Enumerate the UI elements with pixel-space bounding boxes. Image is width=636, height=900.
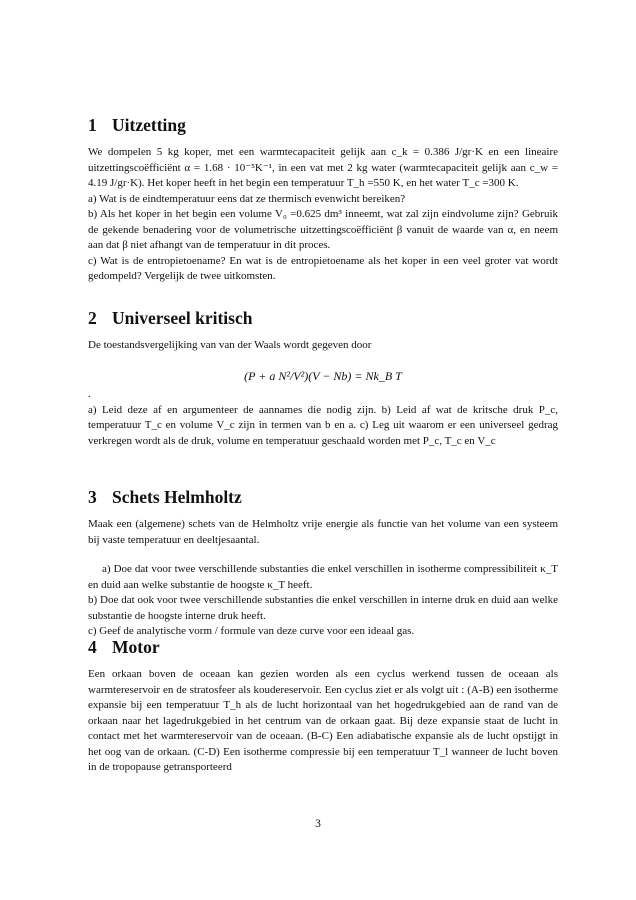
section-title-text: Schets Helmholtz <box>112 487 242 507</box>
question-a: a) Wat is de eindtemperatuur eens dat ze thermisch evenwicht bereiken? <box>88 192 406 205</box>
section-number: 3 <box>88 487 97 507</box>
section-intro: De toestandsvergelijking van van der Waals wordt gegeven door <box>88 339 372 351</box>
question-c: c) Geef de analytische vorm / formule van deze curve voor een ideaal gas. <box>88 625 415 637</box>
section-motor <box>88 636 558 776</box>
question-a: a) Doe dat voor twee verschillende substanties die enkel verschillen in isotherme compressibiliteit κ_T en duid aan welke substantie de hoogste κ_T heeft. <box>88 563 558 591</box>
section-number: 1 <box>88 115 97 135</box>
question-c: c) Wat is de entropietoename? En wat is de entropietoename als het koper in een veel groter vat wordt gedompeld? Vergelijk de twee uitkomsten. <box>88 254 558 282</box>
section-intro: Maak een (algemene) schets van de Helmholtz vrije energie als functie van het volume van een systeem bij vaste temperatuur en deeltjesaantal. <box>88 518 558 546</box>
section-title <box>88 114 558 136</box>
section-title <box>88 636 558 658</box>
problem-statement: Een orkaan boven de oceaan kan gezien worden als een cyclus werkend tussen de oceaan als warmtereservoir en de stratosfeer als koudereservoir. Een cyclus ziet er als volgt uit : (A-B) een isotherme expansie bij een temperatuur T_h als de lucht horizontaal van het hogedrukgebied aan de rand van de orkaan naar het lagedrukgebied in het centrum van de orkaan gaat. Bij deze expansie staat de lucht in contact met het warmtereservoir van de oceaan. (B-C) Een adiabatische expansie als de lucht opstijgt in het oog van de orkaan. (C-D) Een isotherme compressie bij een temperatuur T_l wanneer de lucht boven in de tropopause getransporteerd <box>88 668 558 773</box>
section-title-text: Motor <box>112 637 160 657</box>
question-b: b) Doe dat ook voor twee verschillende substanties die enkel verschillen in interne druk en duid aan welke substantie de hoogste interne druk heeft. <box>88 594 558 622</box>
section-title <box>88 486 558 508</box>
questions: a) Leid deze af en argumenteer de aannames die nodig zijn. b) Leid af wat de kritsche druk P_c, temperatuur T_c en volume V_c zijn in termen van b en a. c) Leg uit waarom er een universeel gedrag verkregen wordt als de druk, volume en temperatuur geschaald worden met P_c, T_c en V_c <box>88 403 558 447</box>
formula-dot: . <box>88 387 91 400</box>
section-schets-helmholtz <box>88 486 558 640</box>
section-title-text: Universeel kritisch <box>112 308 253 328</box>
section-uitzetting <box>88 114 558 285</box>
section-title-text: Uitzetting <box>112 115 186 135</box>
section-number: 2 <box>88 308 97 328</box>
section-universeel-kritisch <box>88 307 558 449</box>
problem-statement: We dompelen 5 kg koper, met een warmtecapaciteit gelijk aan c_k = 0.386 J/gr·K en een lineaire uitzettingscoëfficiënt α = 1.68 · 10⁻⁵K⁻¹, in een vat met 2 kg water (warmtecapaciteit gelijk aan c_w = 4.19 J/gr·K). Het koper heeft in het begin een temperatuur T_h =550 K, en het water T_c =300 K. <box>88 146 558 189</box>
van-der-waals-equation: (P + a N²/V²)(V − Nb) = Nk_B T <box>244 368 402 383</box>
question-b: b) Als het koper in het begin een volume V₀ =0.625 dm³ inneemt, wat zal zijn eindvolume zijn? Gebruik de gekende benadering voor de volumetrische uitzettingscoëfficiënt β vanuit de waarde van α, en neem aan dat β niet afhangt van de temperatuur in dit proces. <box>88 208 558 251</box>
page-number: 3 <box>315 818 321 830</box>
section-number: 4 <box>88 637 97 657</box>
section-title <box>88 307 558 329</box>
